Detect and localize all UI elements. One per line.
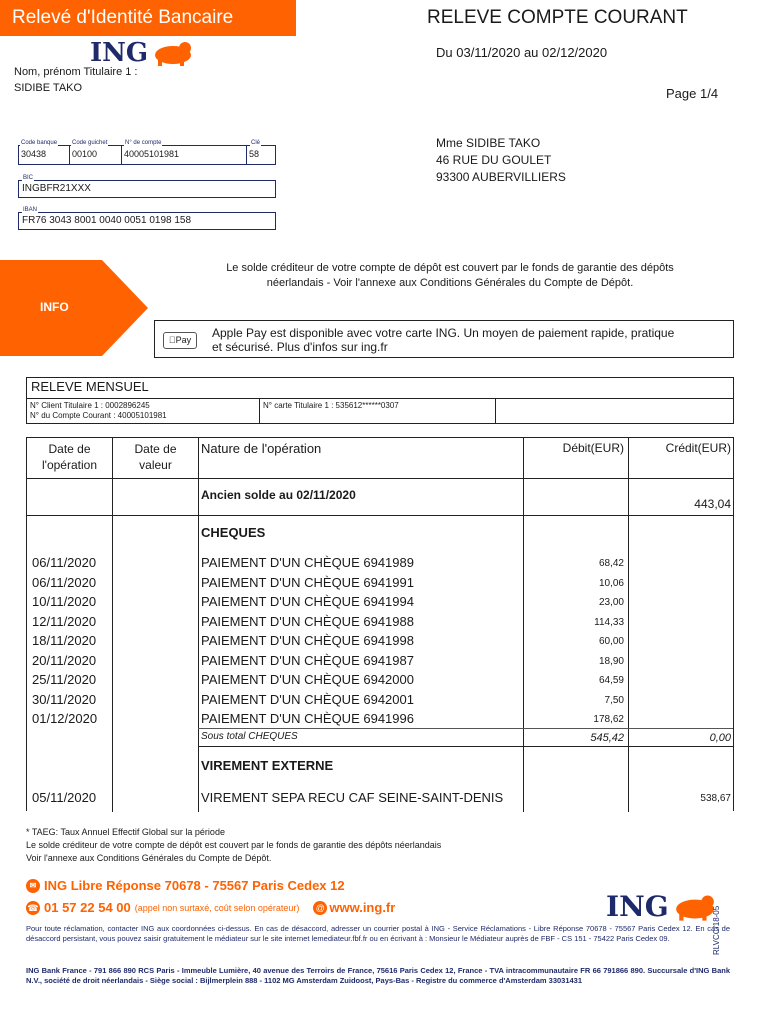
footer-address-row: [26, 878, 345, 893]
ing-logo-text: ING: [90, 38, 149, 68]
monthly-title: RELEVE MENSUEL: [31, 379, 149, 394]
cheque-date: 18/11/2020: [32, 633, 97, 648]
monthly-header-box: [26, 377, 734, 424]
phone-icon: ☎: [27, 902, 39, 913]
footer-guarantee-1: Le solde créditeur de votre compte de dépôt est couvert par le fonds de garantie des dépôts néerlandais: [26, 840, 442, 850]
address-line-2: 46 RUE DU GOULET: [436, 153, 552, 167]
subtotal-credit: 0,00: [709, 732, 731, 744]
ing-logo: [90, 38, 194, 68]
mail-icon: ✉: [26, 879, 40, 893]
cheque-debit: 18,90: [598, 655, 624, 667]
cheque-debit: 23,00: [598, 597, 624, 608]
statement-title: RELEVE COMPTE COURANT: [427, 7, 688, 28]
cheque-date: 06/11/2020: [32, 574, 97, 590]
iban-box: [18, 212, 276, 230]
bic-value: INGBFR21XXX: [22, 183, 91, 194]
virement-date: 05/11/2020: [32, 790, 97, 805]
info-label: INFO: [40, 300, 69, 314]
cheque-label: PAIEMENT D'UN CHÈQUE 6941987: [201, 652, 414, 668]
web-icon: @: [313, 901, 327, 915]
cheque-date: 01/12/2020: [32, 711, 98, 726]
cheque-label: PAIEMENT D'UN CHÈQUE 6941996: [201, 711, 414, 726]
cheque-date: 12/11/2020: [32, 613, 97, 629]
col-credit: Crédit(EUR): [665, 441, 731, 455]
col-debit: Débit(EUR): [562, 441, 624, 455]
applepay-icon: [163, 332, 197, 349]
cheque-date: 10/11/2020: [32, 594, 97, 609]
code-banque-value: 30438: [19, 146, 70, 164]
col-date-valeur: Date de valeur: [134, 442, 177, 472]
bic-label: BIC: [23, 175, 34, 181]
code-guichet-value: 00100: [70, 146, 122, 164]
footer-phone-note: (appel non surtaxé, coût selon opérateur): [134, 902, 300, 913]
client-number: N° Client Titulaire 1 : 0002896245: [30, 401, 150, 410]
applepay-line-2: et sécurisé. Plus d'infos sur ing.fr: [212, 340, 388, 354]
lion-icon: [152, 40, 194, 66]
cheque-debit: 68,42: [598, 558, 624, 569]
code-banque-label: Code banque: [21, 140, 58, 146]
account-number-label: N° de compte: [125, 140, 162, 146]
apple-icon: [169, 335, 176, 345]
bic-box: [18, 180, 276, 198]
guarantee-line-2: néerlandais - Voir l'annexe aux Conditions Générales du Compte de Dépôt.: [266, 277, 634, 289]
cheque-label: PAIEMENT D'UN CHÈQUE 6941991: [201, 574, 414, 590]
card-number: N° carte Titulaire 1 : 535612******0307: [263, 401, 399, 410]
cheque-label: PAIEMENT D'UN CHÈQUE 6942000: [201, 672, 414, 687]
col-date-operation: Date de l'opération: [42, 442, 97, 472]
address-line-3: 93300 AUBERVILLIERS: [436, 170, 566, 184]
cheque-label: PAIEMENT D'UN CHÈQUE 6941998: [201, 633, 414, 648]
guarantee-line-1: Le solde créditeur de votre compte de dépôt est couvert par le fonds de garantie des dépôts: [226, 262, 674, 274]
claim-text: Pour toute réclamation, contacter ING aux coordonnées ci-dessus. En cas de désaccord, adresser un courrier postal à ING - Service Réclamations - Libre Réponse 70678 - 75567 Paris Cedex 12. En cas de désaccord persistant, vous pouvez saisir gratuitement le médiateur sur le site internet lemediateur.fbf.fr ou en écrivant à : Monsieur le Médiateur auprès de FBF - CS 151 - 75422 Paris Cedex 09.: [26, 924, 730, 943]
applepay-box: [154, 320, 734, 358]
virement-credit: 538,67: [700, 793, 731, 804]
footer-logo-text: ING: [606, 890, 669, 923]
footer-guarantee-2: Voir l'annexe aux Conditions Générales du Compte de Dépôt.: [26, 853, 272, 863]
cheque-label: PAIEMENT D'UN CHÈQUE 6941989: [201, 555, 414, 570]
footer-ing-logo: [606, 890, 717, 923]
legal-text: ING Bank France - 791 866 890 RCS Paris - Immeuble Lumière, 40 avenue des Terroirs de France, 75616 Paris Cedex 12, France - TVA intracommunautaire FR 66 791866 890. Succursale d'ING Bank N.V., société de droit néerlandais - Siège social : Bijlmerplein 888 - 1102 MG Amsterdam Zuidoost, Pays-Bas - Registre du commerce d'Amsterdam 33031431: [26, 966, 730, 985]
subtotal-label: Sous total CHEQUES: [201, 731, 298, 742]
taeg-note: * TAEG: Taux Annuel Effectif Global sur la période: [26, 827, 225, 837]
iban-value: FR76 3043 8001 0040 0051 0198 158: [22, 215, 192, 226]
footer-notes: [26, 826, 441, 865]
applepay-line-1: Apple Pay est disponible avec votre carte ING. Un moyen de paiement rapide, pratique: [212, 326, 675, 340]
holder-label: Nom, prénom Titulaire 1 :: [14, 66, 138, 78]
cheque-label: PAIEMENT D'UN CHÈQUE 6941988: [201, 613, 414, 629]
guarantee-notice: [160, 261, 740, 291]
current-account-number: N° du Compte Courant : 40005101981: [30, 411, 167, 420]
section-virement: VIREMENT EXTERNE: [201, 758, 334, 773]
subtotal-debit: 545,42: [590, 732, 624, 744]
cheque-date: 30/11/2020: [32, 691, 97, 707]
iban-label: IBAN: [23, 207, 38, 213]
rib-banner: Relevé d'Identité Bancaire: [0, 0, 296, 36]
cheque-debit: 60,00: [598, 636, 624, 647]
old-balance-label: Ancien solde au 02/11/2020: [201, 488, 356, 502]
cheque-debit: 114,33: [594, 616, 624, 628]
col-nature: Nature de l'opération: [201, 441, 322, 456]
statement-period: Du 03/11/2020 au 02/12/2020: [436, 45, 608, 60]
client-info: [30, 401, 167, 421]
code-guichet-label: Code guichet: [72, 140, 108, 146]
old-balance-value: 443,04: [694, 497, 731, 511]
cheque-label: PAIEMENT D'UN CHÈQUE 6941994: [201, 594, 414, 609]
rib-account-box: [18, 145, 276, 165]
cle-label: Clé: [251, 140, 261, 146]
footer-phone: 01 57 22 54 00: [44, 900, 131, 915]
info-arrow: [0, 260, 148, 356]
cheque-debit: 7,50: [604, 694, 624, 706]
account-number-value: 40005101981: [122, 146, 247, 164]
cle-value: 58: [249, 149, 260, 159]
holder-name: SIDIBE TAKO: [14, 82, 83, 94]
applepay-badge-text: Pay: [172, 335, 188, 345]
document-reference: RLVCC/18-05: [712, 905, 721, 955]
virement-label: VIREMENT SEPA RECU CAF SEINE-SAINT-DENIS: [201, 790, 504, 805]
applepay-text: [212, 326, 674, 354]
cheque-date: 06/11/2020: [32, 555, 97, 570]
cheque-debit: 64,59: [598, 675, 624, 686]
cheque-label: PAIEMENT D'UN CHÈQUE 6942001: [201, 691, 414, 707]
footer-address: ING Libre Réponse 70678 - 75567 Paris Cedex 12: [44, 878, 345, 893]
footer-lion-icon: [673, 893, 717, 921]
recipient-address: [436, 135, 566, 186]
footer-web-link[interactable]: www.ing.fr: [329, 900, 396, 915]
address-line-1: Mme SIDIBE TAKO: [436, 136, 541, 150]
footer-contact-row: [26, 900, 395, 915]
cheque-date: 20/11/2020: [32, 652, 97, 668]
cheque-date: 25/11/2020: [32, 672, 97, 687]
section-cheques: CHEQUES: [201, 525, 266, 540]
operations-table: [26, 437, 734, 811]
page-number: Page 1/4: [666, 86, 719, 101]
cheque-debit: 178,62: [593, 714, 624, 725]
cheque-debit: 10,06: [598, 577, 624, 589]
